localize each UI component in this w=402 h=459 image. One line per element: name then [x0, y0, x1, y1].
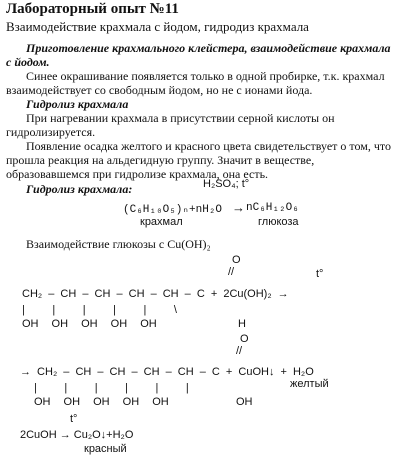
eq1-temperature: t° [316, 268, 324, 280]
section2-heading: Гидролиз крахмала [26, 97, 129, 111]
eq3-temperature: t° [70, 413, 78, 425]
eq1-bonds-icon: | | | | | \ [22, 304, 177, 316]
page-subtitle: Взаимодействие крахмала с йодом, гидродиз крахмала [6, 19, 309, 34]
eq2-oxygen: O [240, 333, 249, 345]
eq1-main: CH₂ – CH – CH – CH – CH – C + 2Cu(OH)₂ → [22, 288, 289, 300]
hydrolysis-reactant: (C₆H₁₀O₅)ₙ+nH₂O [123, 204, 223, 216]
hydrolysis-conditions: H₂SO₄; t° [203, 178, 250, 190]
eq2-oh-row: OH OH OH OH OH [34, 396, 169, 408]
glucose-cu-heading: Взаимодействие глюкозы с Cu(OH)₂ [26, 237, 211, 251]
eq2-main: → CH₂ – CH – CH – CH – CH – C + CuOH↓ + H₂O [20, 366, 314, 378]
eq2-oh-end: OH [236, 396, 253, 408]
eq2-double-bond: // [236, 345, 243, 357]
hydrolysis-reactant-name: крахмал [140, 216, 183, 228]
eq1-double-bond: // [228, 266, 235, 278]
eq1-oh-row: OH OH OH OH OH [22, 318, 157, 330]
hydrolysis-product: nC₆H₁₂O₆ [246, 202, 299, 214]
page-title: Лабораторный опыт №11 [6, 1, 179, 17]
section1-heading: Приготовление крахмального клейстера, взаимодействие крахмала с йодом. [6, 41, 391, 69]
eq2-bonds-icon: | | | | | | [34, 382, 189, 394]
hydrolysis-product-name: глюкоза [258, 216, 299, 228]
eq3-label: красный [84, 443, 127, 455]
section2-paragraph-1: При нагревании крахмала в присутствии серной кислоты он гидролизируется. [6, 111, 335, 139]
eq1-hydrogen: H [238, 318, 246, 330]
reaction-arrow-icon: → [232, 200, 245, 215]
eq1-oxygen: O [232, 254, 241, 266]
eq2-cuoh-label: желтый [290, 378, 329, 390]
section2-paragraph-2: Появление осадка желтого и красного цвета свидетельствует о том, что прошла реакция на альдегидную группу. Значит в веществе, образовавшемся при гидролизе крахмала, она есть. [6, 139, 391, 181]
section1-body: Синее окрашивание появляется только в одной пробирке, т.к. крахмал взаимодействует со свободным йодом, но не с ионами йода. [6, 69, 385, 97]
hydrolysis-label: Гидролиз крахмала: [26, 182, 133, 196]
eq3-main: 2CuOH → Cu₂O↓+H₂O [20, 429, 134, 441]
